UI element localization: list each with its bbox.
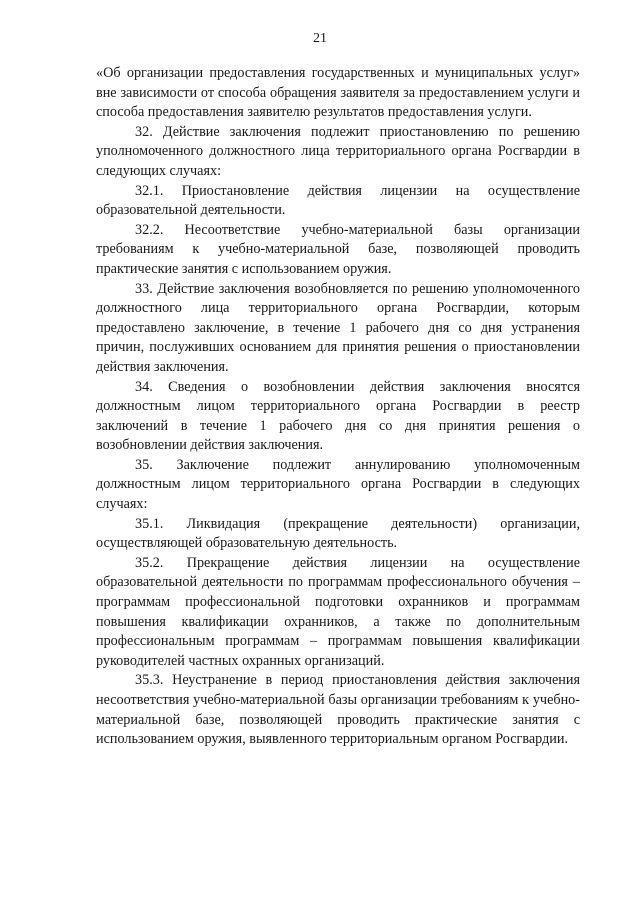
paragraph-32-1: 32.1. Приостановление действия лицензии на осуществление образовательной деятельности. (96, 182, 580, 219)
paragraph-34: 34. Сведения о возобновлении действия заключения вносятся должностным лицом территориального органа Росгвардии в реестр заключений в течение 1 рабочего дня со дня принятия решения о возобновлении действия заключения. (96, 378, 580, 454)
paragraph-35-1: 35.1. Ликвидация (прекращение деятельности) организации, осуществляющей образовательную деятельность. (96, 515, 580, 552)
page-body (96, 64, 580, 750)
paragraph-32: 32. Действие заключения подлежит приостановлению по решению уполномоченного должностного лица территориального органа Росгвардии в следующих случаях: (96, 123, 580, 179)
paragraph-35-2: 35.2. Прекращение действия лицензии на осуществление образовательной деятельности по программам профессионального обучения – программам профессиональной подготовки охранников и программам повышения квалификации охранников, а также по дополнительным профессиональным программам – программам повышения квалификации руководителей частных охранных организаций. (96, 554, 580, 669)
paragraph-continuation: «Об организации предоставления государственных и муниципальных услуг» вне зависимости от способа обращения заявителя за предоставлением услуги и способа предоставления заявителю результатов предоставления услуги. (96, 65, 580, 121)
paragraph-35-3: 35.3. Неустранение в период приостановления действия заключения несоответствия учебно-материальной базы организации требованиям к учебно-материальной базе, позволяющей проводить практические занятия с использованием оружия, выявленного территориальным органом Росгвардии. (96, 672, 580, 748)
paragraph-32-2: 32.2. Несоответствие учебно-материальной базы организации требованиям к учебно-материальной базе, позволяющей проводить практические занятия с использованием оружия. (96, 221, 580, 277)
paragraph-35: 35. Заключение подлежит аннулированию уполномоченным должностным лицом территориального органа Росгвардии в следующих случаях: (96, 456, 580, 513)
paragraph-33: 33. Действие заключения возобновляется по решению уполномоченного должностного лица территориального органа Росгвардии, которым предоставлено заключение, в течение 1 рабочего дня со дня устранения причин, послуживших основанием для принятия решения о приостановлении действия заключения. (96, 280, 580, 375)
page-number: 21 (313, 31, 327, 46)
